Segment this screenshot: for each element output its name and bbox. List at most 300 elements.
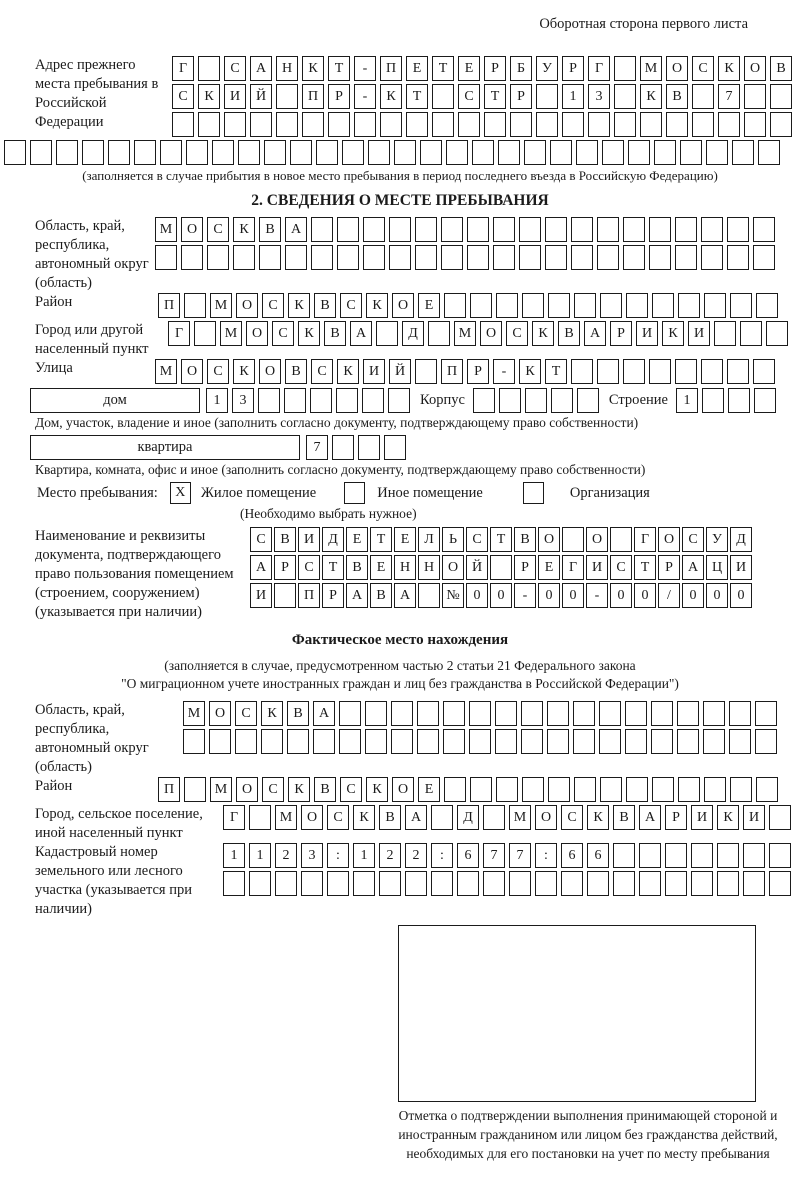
char-box[interactable] (701, 245, 723, 270)
char-box[interactable] (444, 293, 466, 318)
char-box[interactable] (562, 112, 584, 137)
char-box[interactable] (391, 729, 413, 754)
char-box[interactable] (443, 701, 465, 726)
char-box[interactable] (160, 140, 182, 165)
char-box[interactable] (522, 293, 544, 318)
char-box[interactable]: Р (562, 56, 584, 81)
char-box[interactable]: О (392, 293, 414, 318)
char-box[interactable]: А (639, 805, 661, 830)
char-box[interactable]: Т (322, 555, 344, 580)
char-box[interactable] (602, 140, 624, 165)
char-box[interactable]: М (220, 321, 242, 346)
char-box[interactable]: 0 (706, 583, 728, 608)
char-box[interactable] (417, 729, 439, 754)
char-box[interactable] (744, 84, 766, 109)
char-box[interactable] (30, 140, 52, 165)
char-box[interactable] (766, 321, 788, 346)
char-box[interactable]: Р (274, 555, 296, 580)
char-box[interactable]: П (158, 293, 180, 318)
char-box[interactable]: Г (588, 56, 610, 81)
char-box[interactable] (753, 359, 775, 384)
char-box[interactable]: - (586, 583, 608, 608)
char-box[interactable]: И (691, 805, 713, 830)
char-box[interactable] (753, 217, 775, 242)
char-box[interactable]: А (682, 555, 704, 580)
char-box[interactable] (519, 217, 541, 242)
char-box[interactable] (651, 729, 673, 754)
char-box[interactable]: К (302, 56, 324, 81)
char-box[interactable] (287, 729, 309, 754)
char-box[interactable] (155, 245, 177, 270)
char-box[interactable]: А (584, 321, 606, 346)
char-box[interactable] (649, 217, 671, 242)
char-box[interactable]: Г (168, 321, 190, 346)
char-box[interactable]: Е (394, 527, 416, 552)
char-box[interactable] (431, 871, 453, 896)
char-box[interactable] (727, 359, 749, 384)
char-box[interactable] (467, 245, 489, 270)
char-box[interactable] (770, 112, 792, 137)
char-box[interactable] (701, 217, 723, 242)
char-box[interactable] (194, 321, 216, 346)
char-box[interactable]: К (519, 359, 541, 384)
char-box[interactable] (665, 871, 687, 896)
char-box[interactable] (316, 140, 338, 165)
char-box[interactable]: М (155, 359, 177, 384)
char-box[interactable] (470, 293, 492, 318)
char-box[interactable]: Р (322, 583, 344, 608)
char-box[interactable] (562, 527, 584, 552)
char-box[interactable] (473, 388, 495, 413)
char-box[interactable] (417, 701, 439, 726)
char-box[interactable]: - (514, 583, 536, 608)
char-box[interactable] (675, 359, 697, 384)
char-box[interactable]: 3 (588, 84, 610, 109)
char-box[interactable] (614, 84, 636, 109)
char-box[interactable] (394, 140, 416, 165)
char-box[interactable] (536, 112, 558, 137)
char-box[interactable] (756, 293, 778, 318)
char-box[interactable]: И (298, 527, 320, 552)
char-box[interactable]: О (209, 701, 231, 726)
char-box[interactable]: Е (406, 56, 428, 81)
char-box[interactable] (666, 112, 688, 137)
char-box[interactable] (691, 843, 713, 868)
char-box[interactable] (717, 871, 739, 896)
char-box[interactable] (718, 112, 740, 137)
char-box[interactable] (354, 112, 376, 137)
char-box[interactable]: А (250, 555, 272, 580)
char-box[interactable]: С (458, 84, 480, 109)
char-box[interactable] (769, 805, 791, 830)
char-box[interactable] (701, 359, 723, 384)
char-box[interactable]: 7 (509, 843, 531, 868)
char-box[interactable] (623, 359, 645, 384)
char-box[interactable] (493, 245, 515, 270)
char-box[interactable] (310, 388, 332, 413)
char-box[interactable]: Й (466, 555, 488, 580)
char-box[interactable] (172, 112, 194, 137)
char-box[interactable] (547, 729, 569, 754)
char-box[interactable] (753, 245, 775, 270)
char-box[interactable] (469, 701, 491, 726)
char-box[interactable] (769, 871, 791, 896)
char-box[interactable]: В (324, 321, 346, 346)
char-box[interactable]: 0 (634, 583, 656, 608)
char-box[interactable] (290, 140, 312, 165)
char-box[interactable]: К (233, 217, 255, 242)
char-box[interactable] (493, 217, 515, 242)
char-box[interactable]: К (366, 777, 388, 802)
char-box[interactable]: О (442, 555, 464, 580)
char-box[interactable] (649, 359, 671, 384)
char-box[interactable] (420, 140, 442, 165)
char-box[interactable] (597, 217, 619, 242)
char-box[interactable] (703, 701, 725, 726)
char-box[interactable] (571, 217, 593, 242)
char-box[interactable] (613, 871, 635, 896)
char-box[interactable]: С (235, 701, 257, 726)
char-box[interactable] (274, 583, 296, 608)
char-box[interactable] (702, 388, 724, 413)
char-box[interactable] (82, 140, 104, 165)
char-box[interactable]: С (272, 321, 294, 346)
char-box[interactable]: Л (418, 527, 440, 552)
checkbox-residential[interactable]: X (170, 482, 191, 504)
char-box[interactable]: Е (458, 56, 480, 81)
char-box[interactable] (339, 729, 361, 754)
char-box[interactable]: Й (389, 359, 411, 384)
char-box[interactable]: Т (370, 527, 392, 552)
char-box[interactable] (428, 321, 450, 346)
char-box[interactable]: О (181, 359, 203, 384)
char-box[interactable] (380, 112, 402, 137)
char-box[interactable] (184, 777, 206, 802)
char-box[interactable] (769, 843, 791, 868)
char-box[interactable] (336, 388, 358, 413)
char-box[interactable]: О (538, 527, 560, 552)
char-box[interactable]: И (250, 583, 272, 608)
char-box[interactable]: 7 (718, 84, 740, 109)
char-box[interactable]: К (198, 84, 220, 109)
char-box[interactable]: А (350, 321, 372, 346)
char-box[interactable]: - (354, 84, 376, 109)
char-box[interactable] (259, 245, 281, 270)
char-box[interactable] (332, 435, 354, 460)
char-box[interactable]: С (172, 84, 194, 109)
char-box[interactable] (362, 388, 384, 413)
char-box[interactable]: 2 (405, 843, 427, 868)
char-box[interactable]: В (379, 805, 401, 830)
char-box[interactable] (186, 140, 208, 165)
char-box[interactable] (545, 245, 567, 270)
char-box[interactable] (561, 871, 583, 896)
char-box[interactable]: Г (634, 527, 656, 552)
char-box[interactable] (599, 729, 621, 754)
char-box[interactable]: И (224, 84, 246, 109)
char-box[interactable]: Е (538, 555, 560, 580)
char-box[interactable] (728, 388, 750, 413)
char-box[interactable] (313, 729, 335, 754)
char-box[interactable] (457, 871, 479, 896)
char-box[interactable]: К (288, 777, 310, 802)
char-box[interactable] (249, 805, 271, 830)
char-box[interactable] (509, 871, 531, 896)
char-box[interactable]: С (561, 805, 583, 830)
char-box[interactable]: М (509, 805, 531, 830)
char-box[interactable]: 3 (232, 388, 254, 413)
char-box[interactable] (574, 777, 596, 802)
char-box[interactable]: В (770, 56, 792, 81)
char-box[interactable]: № (442, 583, 464, 608)
char-box[interactable] (600, 777, 622, 802)
char-box[interactable] (198, 56, 220, 81)
char-box[interactable]: 0 (610, 583, 632, 608)
char-box[interactable] (577, 388, 599, 413)
char-box[interactable]: Т (545, 359, 567, 384)
char-box[interactable]: П (298, 583, 320, 608)
char-box[interactable]: Р (610, 321, 632, 346)
char-box[interactable] (389, 217, 411, 242)
char-box[interactable] (490, 555, 512, 580)
char-box[interactable]: О (535, 805, 557, 830)
char-box[interactable]: К (532, 321, 554, 346)
char-box[interactable]: В (613, 805, 635, 830)
char-box[interactable] (755, 701, 777, 726)
char-box[interactable] (729, 729, 751, 754)
char-box[interactable] (496, 777, 518, 802)
char-box[interactable] (235, 729, 257, 754)
char-box[interactable]: В (514, 527, 536, 552)
char-box[interactable] (224, 112, 246, 137)
char-box[interactable] (625, 701, 647, 726)
char-box[interactable] (249, 871, 271, 896)
char-box[interactable]: Г (562, 555, 584, 580)
char-box[interactable] (677, 729, 699, 754)
char-box[interactable] (706, 140, 728, 165)
char-box[interactable]: : (431, 843, 453, 868)
char-box[interactable]: 1 (206, 388, 228, 413)
char-box[interactable]: В (314, 293, 336, 318)
char-box[interactable]: М (183, 701, 205, 726)
char-box[interactable]: И (743, 805, 765, 830)
char-box[interactable]: Й (250, 84, 272, 109)
char-box[interactable] (680, 140, 702, 165)
char-box[interactable] (495, 701, 517, 726)
char-box[interactable]: Н (276, 56, 298, 81)
char-box[interactable]: В (666, 84, 688, 109)
char-box[interactable]: О (301, 805, 323, 830)
char-box[interactable] (652, 293, 674, 318)
char-box[interactable] (727, 245, 749, 270)
char-box[interactable]: 2 (275, 843, 297, 868)
char-box[interactable] (327, 871, 349, 896)
char-box[interactable]: Е (370, 555, 392, 580)
char-box[interactable]: О (586, 527, 608, 552)
char-box[interactable]: С (224, 56, 246, 81)
char-box[interactable] (207, 245, 229, 270)
char-box[interactable] (337, 245, 359, 270)
char-box[interactable]: С (311, 359, 333, 384)
char-box[interactable]: О (236, 777, 258, 802)
char-box[interactable]: 7 (306, 435, 328, 460)
char-box[interactable] (717, 843, 739, 868)
char-box[interactable]: Д (457, 805, 479, 830)
char-box[interactable]: А (250, 56, 272, 81)
char-box[interactable]: С (692, 56, 714, 81)
char-box[interactable] (198, 112, 220, 137)
char-box[interactable]: У (536, 56, 558, 81)
char-box[interactable] (389, 245, 411, 270)
char-box[interactable] (628, 140, 650, 165)
char-box[interactable] (4, 140, 26, 165)
char-box[interactable] (342, 140, 364, 165)
char-box[interactable] (415, 359, 437, 384)
char-box[interactable]: П (302, 84, 324, 109)
char-box[interactable]: Р (328, 84, 350, 109)
char-box[interactable] (470, 777, 492, 802)
char-box[interactable]: Д (402, 321, 424, 346)
char-box[interactable] (574, 293, 596, 318)
char-box[interactable] (678, 777, 700, 802)
char-box[interactable]: Т (328, 56, 350, 81)
char-box[interactable] (496, 293, 518, 318)
char-box[interactable] (358, 435, 380, 460)
char-box[interactable]: В (558, 321, 580, 346)
char-box[interactable] (499, 388, 521, 413)
char-box[interactable]: Р (658, 555, 680, 580)
char-box[interactable]: С (610, 555, 632, 580)
char-box[interactable]: О (480, 321, 502, 346)
char-box[interactable]: К (288, 293, 310, 318)
char-box[interactable]: С (327, 805, 349, 830)
checkbox-other-premises[interactable] (344, 482, 365, 504)
char-box[interactable]: С (506, 321, 528, 346)
char-box[interactable] (524, 140, 546, 165)
char-box[interactable] (510, 112, 532, 137)
char-box[interactable]: 0 (730, 583, 752, 608)
char-box[interactable] (284, 388, 306, 413)
char-box[interactable]: С (207, 217, 229, 242)
char-box[interactable]: И (688, 321, 710, 346)
char-box[interactable] (184, 293, 206, 318)
char-box[interactable] (483, 871, 505, 896)
char-box[interactable]: В (314, 777, 336, 802)
char-box[interactable]: И (363, 359, 385, 384)
char-box[interactable] (405, 871, 427, 896)
char-box[interactable] (704, 293, 726, 318)
char-box[interactable] (522, 777, 544, 802)
char-box[interactable]: 1 (223, 843, 245, 868)
char-box[interactable]: М (454, 321, 476, 346)
char-box[interactable] (730, 293, 752, 318)
char-box[interactable]: Р (510, 84, 532, 109)
char-box[interactable]: В (346, 555, 368, 580)
char-box[interactable] (623, 245, 645, 270)
char-box[interactable]: В (274, 527, 296, 552)
char-box[interactable] (339, 701, 361, 726)
char-box[interactable]: М (275, 805, 297, 830)
char-box[interactable] (432, 112, 454, 137)
char-box[interactable]: О (181, 217, 203, 242)
char-box[interactable]: К (380, 84, 402, 109)
char-box[interactable] (363, 245, 385, 270)
char-box[interactable] (703, 729, 725, 754)
char-box[interactable] (368, 140, 390, 165)
char-box[interactable] (599, 701, 621, 726)
char-box[interactable] (626, 777, 648, 802)
char-box[interactable]: 6 (457, 843, 479, 868)
char-box[interactable]: 0 (490, 583, 512, 608)
char-box[interactable]: К (717, 805, 739, 830)
char-box[interactable]: Т (490, 527, 512, 552)
char-box[interactable] (441, 245, 463, 270)
char-box[interactable] (467, 217, 489, 242)
char-box[interactable] (521, 729, 543, 754)
char-box[interactable]: Ь (442, 527, 464, 552)
char-box[interactable] (275, 871, 297, 896)
char-box[interactable] (209, 729, 231, 754)
char-box[interactable]: С (466, 527, 488, 552)
char-box[interactable] (261, 729, 283, 754)
char-box[interactable]: А (394, 583, 416, 608)
char-box[interactable]: А (346, 583, 368, 608)
char-box[interactable]: К (353, 805, 375, 830)
char-box[interactable] (521, 701, 543, 726)
char-box[interactable]: Е (346, 527, 368, 552)
char-box[interactable]: : (535, 843, 557, 868)
char-box[interactable] (744, 112, 766, 137)
char-box[interactable] (363, 217, 385, 242)
char-box[interactable] (597, 359, 619, 384)
char-box[interactable]: Т (484, 84, 506, 109)
char-box[interactable] (233, 245, 255, 270)
char-box[interactable]: У (706, 527, 728, 552)
char-box[interactable] (484, 112, 506, 137)
checkbox-organization[interactable] (523, 482, 544, 504)
char-box[interactable] (729, 701, 751, 726)
char-box[interactable]: П (158, 777, 180, 802)
char-box[interactable] (223, 871, 245, 896)
char-box[interactable] (587, 871, 609, 896)
char-box[interactable]: М (210, 777, 232, 802)
char-box[interactable]: К (662, 321, 684, 346)
char-box[interactable] (483, 805, 505, 830)
char-box[interactable]: 1 (562, 84, 584, 109)
char-box[interactable]: С (298, 555, 320, 580)
char-box[interactable]: С (262, 777, 284, 802)
char-box[interactable] (328, 112, 350, 137)
char-box[interactable]: П (441, 359, 463, 384)
char-box[interactable]: К (298, 321, 320, 346)
char-box[interactable] (376, 321, 398, 346)
char-box[interactable] (472, 140, 494, 165)
char-box[interactable] (108, 140, 130, 165)
char-box[interactable]: 6 (561, 843, 583, 868)
char-box[interactable] (545, 217, 567, 242)
char-box[interactable] (547, 701, 569, 726)
char-box[interactable]: - (354, 56, 376, 81)
char-box[interactable]: Р (467, 359, 489, 384)
char-box[interactable] (250, 112, 272, 137)
char-box[interactable]: О (666, 56, 688, 81)
char-box[interactable]: К (261, 701, 283, 726)
char-box[interactable]: Н (418, 555, 440, 580)
char-box[interactable] (639, 843, 661, 868)
char-box[interactable] (665, 843, 687, 868)
char-box[interactable] (415, 217, 437, 242)
char-box[interactable]: Р (665, 805, 687, 830)
